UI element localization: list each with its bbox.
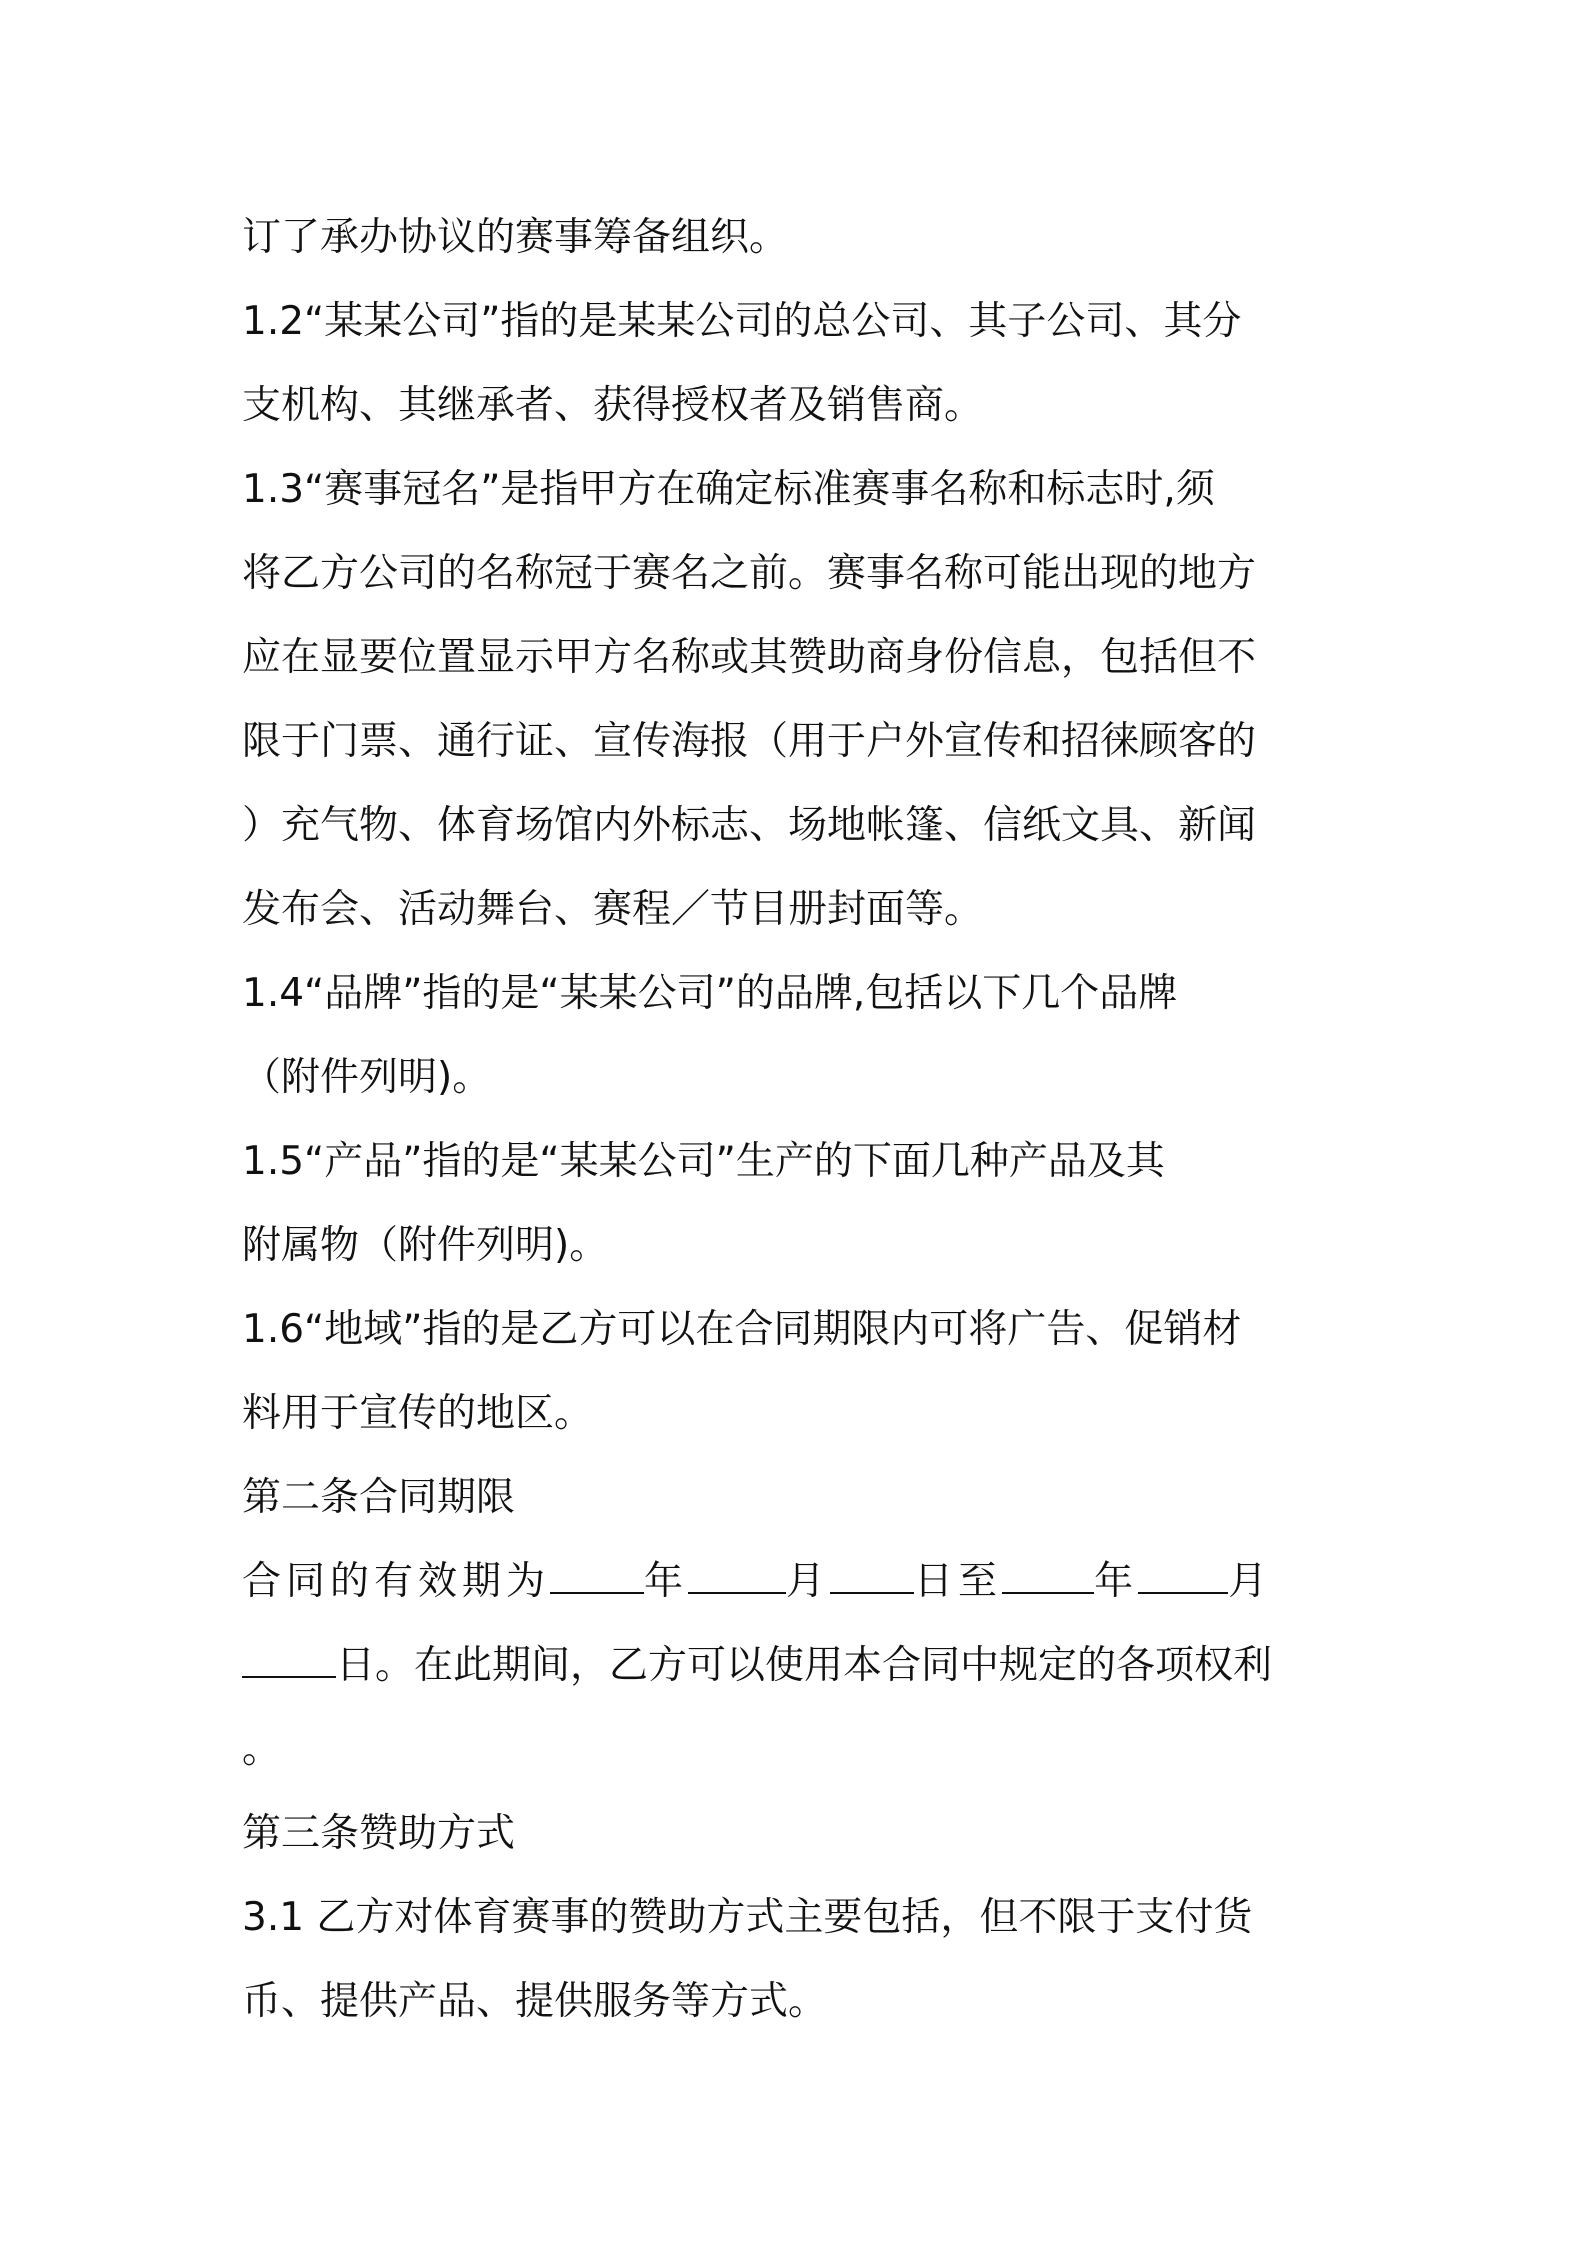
year2-label: 年 [1094,1559,1139,1604]
contract-period-line-2 [242,1624,1352,1708]
year-label: 年 [644,1559,689,1604]
blank-end-year [1002,1562,1094,1594]
day-to-label: 日至 [914,1559,1003,1604]
blank-start-day [830,1562,914,1594]
blank-start-year [550,1562,644,1594]
text-line-6: 应在显要位置显示甲方名称或其赞助商身份信息，包括但不 [242,635,1257,680]
text-line-14: 1.6“地域”指的是乙方可以在合同期限内可将广告、促销材 [242,1307,1242,1352]
section-heading-article-3: 第三条赞助方式 [242,1811,516,1856]
text-line-7: 限于门票、通行证、宣传海报（用于户外宣传和招徕顾客的 [242,719,1257,764]
month-label: 月 [786,1559,831,1604]
text-line-3-1-a: 3.1 乙方对体育赛事的赞助方式主要包括，但不限于支付货 [242,1895,1253,1940]
text-line-1: 订了承办协议的赛事筹备组织。 [242,215,789,260]
text-line-13: 附属物（附件列明)。 [242,1223,609,1268]
text-line-4: 1.3“赛事冠名”是指甲方在确定标准赛事名称和标志时,须 [242,467,1215,512]
text-line-5: 将乙方公司的名称冠于赛名之前。赛事名称可能出现的地方 [242,551,1257,596]
text-line-3: 支机构、其继承者、获得授权者及销售商。 [242,383,984,428]
text-line-9: 发布会、活动舞台、赛程／节目册封面等。 [242,887,984,932]
text-line-15: 料用于宣传的地区。 [242,1391,594,1436]
document-body [242,196,1352,2044]
contract-period-line-3: 。 [242,1727,282,1772]
period-rest: 日。在此期间，乙方可以使用本合同中规定的各项权利 [336,1643,1273,1688]
period-prefix: 合同的有效期为 [242,1559,551,1604]
month2-label: 月 [1228,1559,1273,1604]
blank-start-month [688,1562,786,1594]
blank-end-month [1138,1562,1228,1594]
section-heading-article-2: 第二条合同期限 [242,1475,516,1520]
text-line-12: 1.5“产品”指的是“某某公司”生产的下面几种产品及其 [242,1139,1165,1184]
blank-end-day [242,1646,336,1678]
text-line-11: （附件列明)。 [242,1055,492,1100]
text-line-2: 1.2“某某公司”指的是某某公司的总公司、其子公司、其分 [242,299,1242,344]
contract-period-line [242,1540,1352,1624]
text-line-8: ）充气物、体育场馆内外标志、场地帐篷、信纸文具、新闻 [242,803,1257,848]
text-line-3-1-b: 币、提供产品、提供服务等方式。 [242,1979,828,2024]
text-line-10: 1.4“品牌”指的是“某某公司”的品牌,包括以下几个品牌 [242,971,1178,1016]
